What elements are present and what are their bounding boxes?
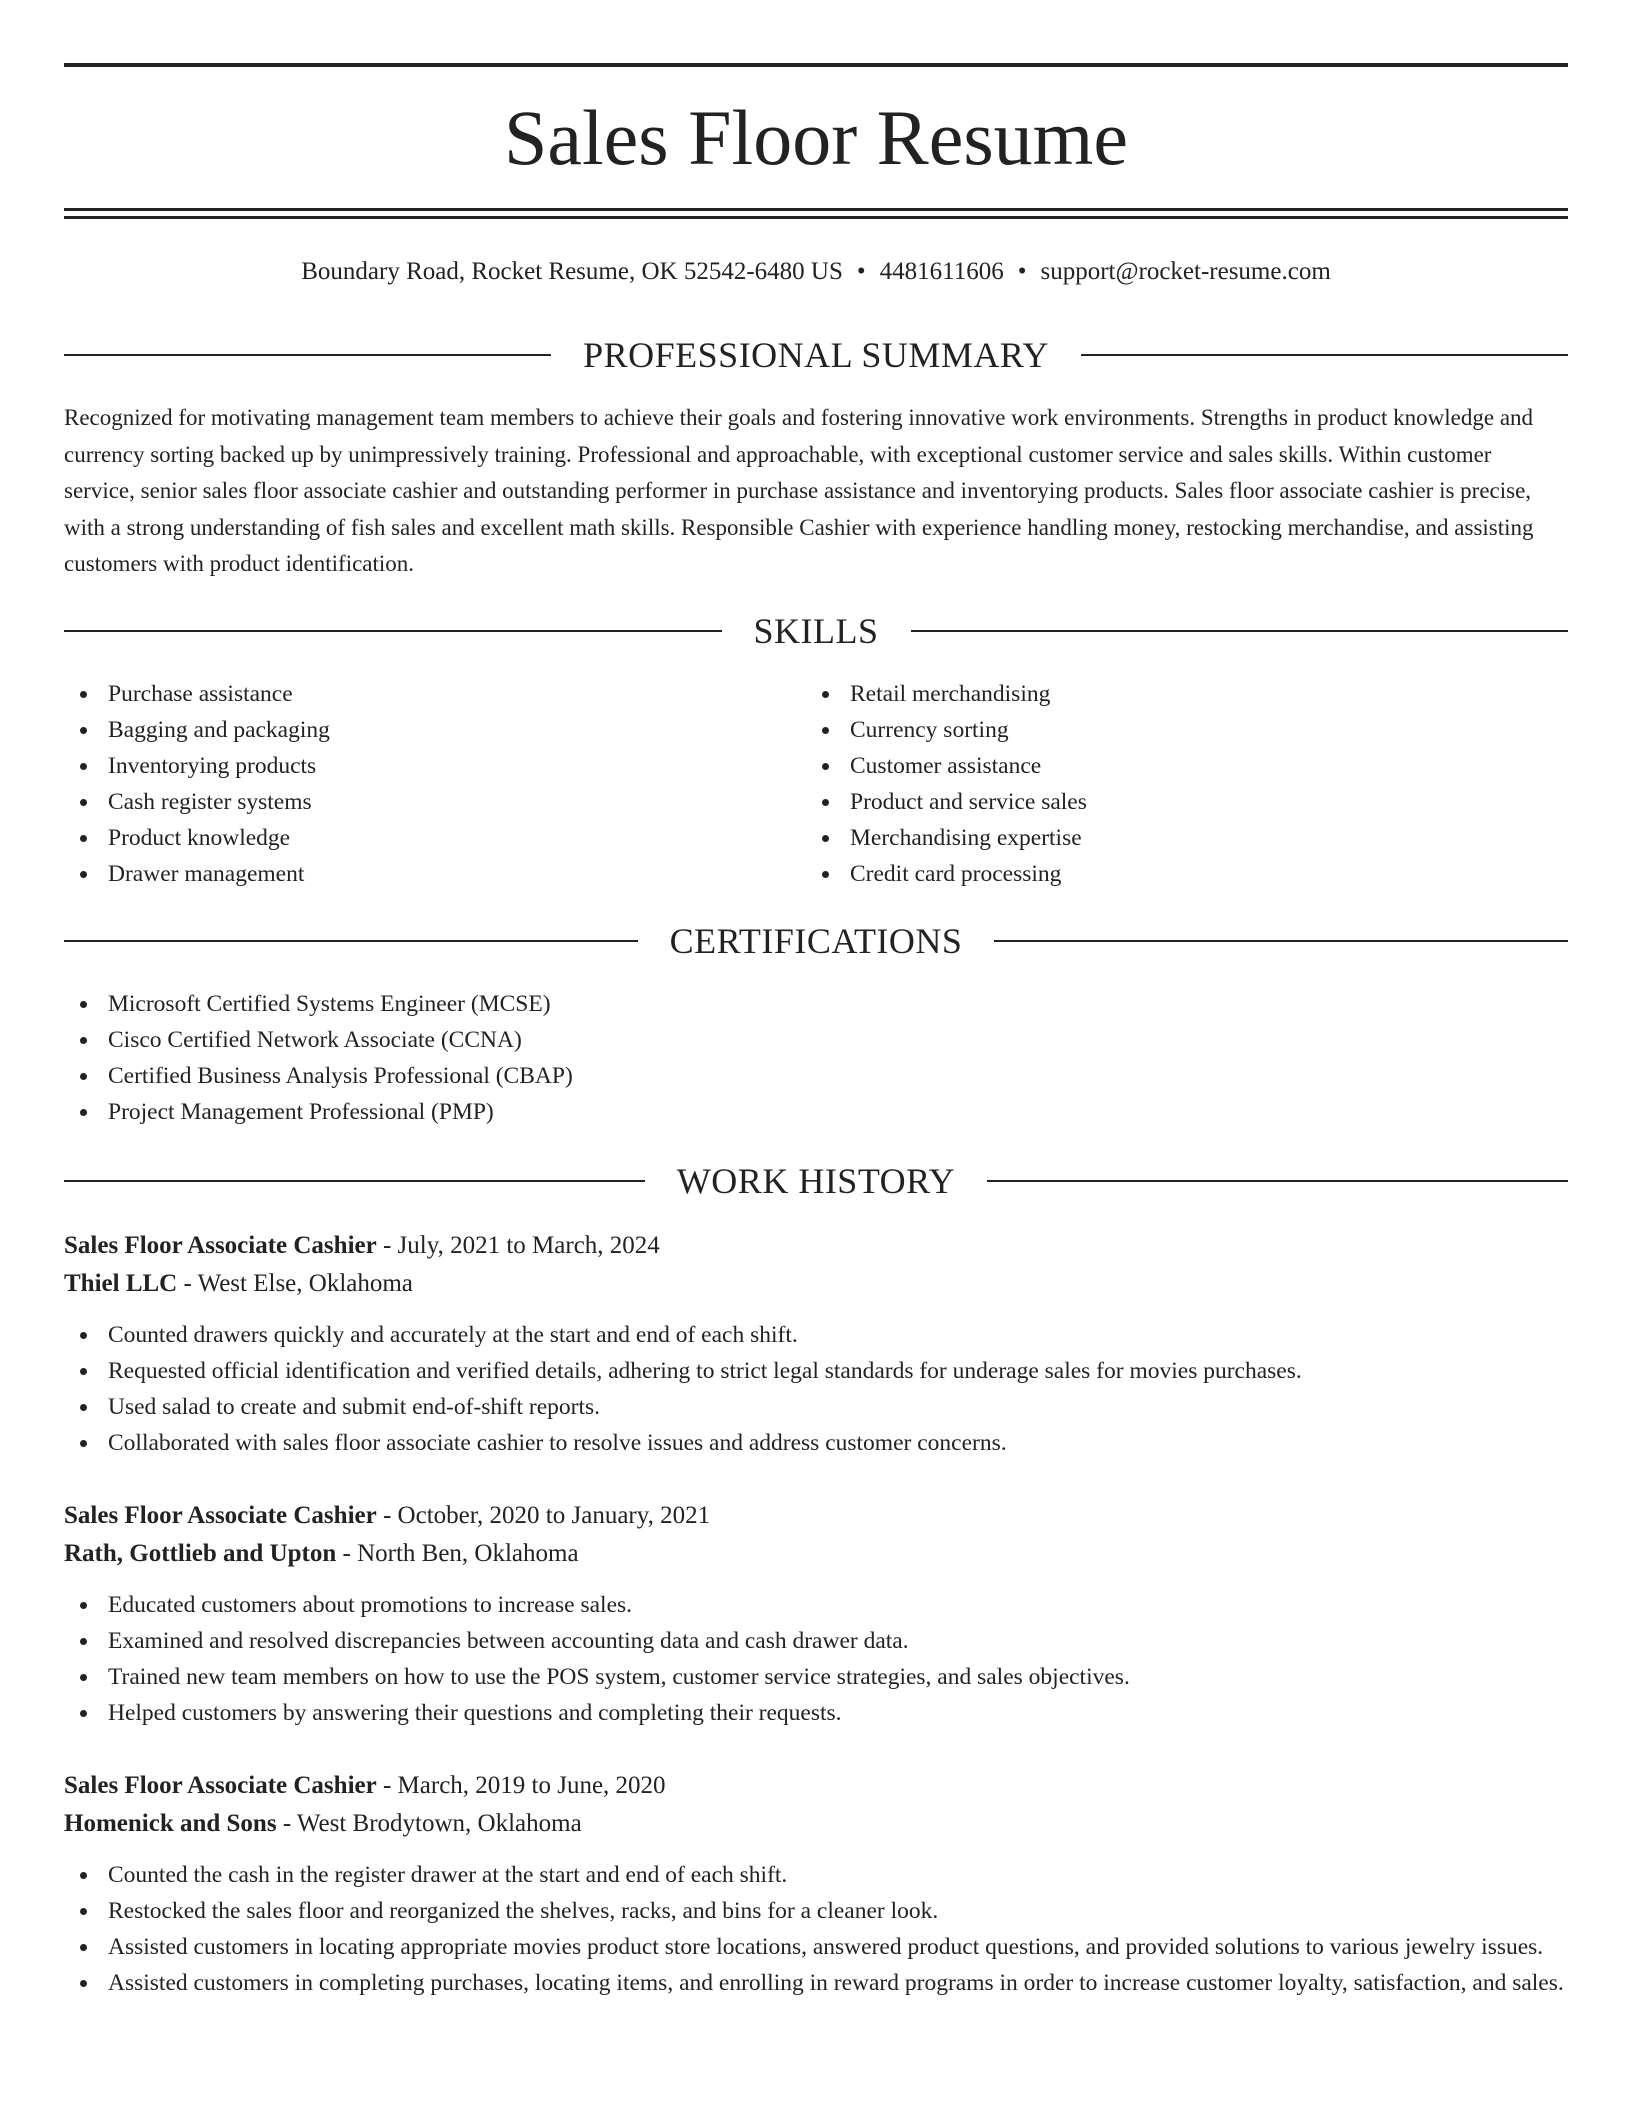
contact-email: support@rocket-resume.com xyxy=(1040,258,1331,285)
skill-item: Product and service sales xyxy=(806,784,1506,820)
job-dates: - March, 2019 to June, 2020 xyxy=(376,1772,666,1799)
skill-item: Product knowledge xyxy=(64,820,764,856)
heading-rule-left xyxy=(64,940,638,942)
certification-item: Certified Business Analysis Professional (CBAP) xyxy=(64,1058,1568,1094)
job-duty-item: Educated customers about promotions to increase sales. xyxy=(64,1587,1568,1623)
certification-item: Project Management Professional (PMP) xyxy=(64,1094,1568,1130)
job-company-line xyxy=(64,1265,1568,1303)
job-dates: - July, 2021 to March, 2024 xyxy=(376,1232,660,1259)
section-heading-skills xyxy=(64,608,1568,654)
title-rule-upper xyxy=(64,208,1568,211)
heading-rule-right xyxy=(987,1180,1568,1182)
job-duty-item: Restocked the sales floor and reorganized the shelves, racks, and bins for a cleaner look. xyxy=(64,1893,1568,1929)
job-entry xyxy=(64,1227,1568,1461)
job-dates: - October, 2020 to January, 2021 xyxy=(376,1502,711,1529)
heading-rule-left xyxy=(64,630,722,632)
job-entry xyxy=(64,1497,1568,1731)
job-title-line xyxy=(64,1227,1568,1265)
professional-summary: Recognized for motivating management team members to achieve their goals and fostering innovative work environments. Strengths in product knowledge and currency sorting backed up by unimpressively training. Professional and approachable, with exceptional customer service and sales skills. Within customer service, senior sales floor associate cashier and outstanding performer in purchase assistance and inventorying products. Sales floor associate cashier is precise, with a strong understanding of fish sales and excellent math skills. Responsible Cashier with experience handling money, restocking merchandise, and assisting customers with product identification. xyxy=(64,405,1534,576)
job-duty-item: Assisted customers in completing purchases, locating items, and enrolling in reward programs in order to increase customer loyalty, satisfaction, and sales. xyxy=(64,1965,1568,2001)
section-heading-work-history xyxy=(64,1158,1568,1204)
certification-item: Microsoft Certified Systems Engineer (MCSE) xyxy=(64,986,1568,1022)
job-duties-list xyxy=(64,1857,1568,2001)
job-location: - West Brodytown, Oklahoma xyxy=(276,1810,582,1837)
job-duty-item: Helped customers by answering their questions and completing their requests. xyxy=(64,1695,1568,1731)
job-duties-list xyxy=(64,1587,1568,1731)
job-title: Sales Floor Associate Cashier xyxy=(64,1502,377,1529)
heading-rule-left xyxy=(64,1180,645,1182)
top-rule xyxy=(64,63,1568,67)
job-title-line xyxy=(64,1497,1568,1535)
job-duty-item: Collaborated with sales floor associate cashier to resolve issues and address customer concerns. xyxy=(64,1425,1568,1461)
skill-item: Drawer management xyxy=(64,856,764,892)
heading-rule-right xyxy=(1081,354,1568,356)
skills-list-right xyxy=(806,676,1506,892)
skill-item: Retail merchandising xyxy=(806,676,1506,712)
contact-separator: • xyxy=(856,258,866,285)
job-company-line xyxy=(64,1805,1568,1843)
contact-address: Boundary Road, Rocket Resume, OK 52542-6480 US xyxy=(301,258,843,285)
job-entry xyxy=(64,1767,1568,2001)
skill-item: Purchase assistance xyxy=(64,676,764,712)
skill-item: Bagging and packaging xyxy=(64,712,764,748)
job-location: - West Else, Oklahoma xyxy=(177,1270,413,1297)
heading-rule-right xyxy=(994,940,1568,942)
job-duties-list xyxy=(64,1317,1568,1461)
certification-item: Cisco Certified Network Associate (CCNA) xyxy=(64,1022,1568,1058)
resume-title: Sales Floor Resume xyxy=(504,94,1128,181)
job-company: Homenick and Sons xyxy=(64,1810,277,1837)
section-heading-certifications xyxy=(64,918,1568,964)
section-heading-text: PROFESSIONAL SUMMARY xyxy=(583,335,1049,375)
job-company: Rath, Gottlieb and Upton xyxy=(64,1540,337,1567)
job-duty-item: Assisted customers in locating appropriate movies product store locations, answered product questions, and provided solutions to various jewelry issues. xyxy=(64,1929,1568,1965)
skills-list-left xyxy=(64,676,764,892)
heading-rule-right xyxy=(911,630,1569,632)
contact-separator: • xyxy=(1017,258,1027,285)
skill-item: Merchandising expertise xyxy=(806,820,1506,856)
job-duty-item: Examined and resolved discrepancies between accounting data and cash drawer data. xyxy=(64,1623,1568,1659)
section-heading-text: WORK HISTORY xyxy=(676,1161,956,1201)
skill-item: Cash register systems xyxy=(64,784,764,820)
job-duty-item: Counted the cash in the register drawer at the start and end of each shift. xyxy=(64,1857,1568,1893)
contact-phone: 4481611606 xyxy=(879,258,1004,285)
section-heading-summary xyxy=(64,332,1568,378)
contact-line xyxy=(64,255,1568,289)
heading-rule-left xyxy=(64,354,551,356)
job-title-line xyxy=(64,1767,1568,1805)
certifications-list xyxy=(64,986,1568,1130)
job-title: Sales Floor Associate Cashier xyxy=(64,1772,377,1799)
job-company-line xyxy=(64,1535,1568,1573)
skill-item: Customer assistance xyxy=(806,748,1506,784)
job-duty-item: Counted drawers quickly and accurately at the start and end of each shift. xyxy=(64,1317,1568,1353)
title-rule-lower xyxy=(64,216,1568,219)
job-duty-item: Used salad to create and submit end-of-shift reports. xyxy=(64,1389,1568,1425)
job-company: Thiel LLC xyxy=(64,1270,178,1297)
skill-item: Credit card processing xyxy=(806,856,1506,892)
job-duty-item: Trained new team members on how to use the POS system, customer service strategies, and sales objectives. xyxy=(64,1659,1568,1695)
skill-item: Currency sorting xyxy=(806,712,1506,748)
section-heading-text: SKILLS xyxy=(753,611,879,651)
job-title: Sales Floor Associate Cashier xyxy=(64,1232,377,1259)
job-location: - North Ben, Oklahoma xyxy=(336,1540,579,1567)
section-heading-text: CERTIFICATIONS xyxy=(669,921,963,961)
skill-item: Inventorying products xyxy=(64,748,764,784)
job-duty-item: Requested official identification and verified details, adhering to strict legal standards for underage sales for movies purchases. xyxy=(64,1353,1568,1389)
